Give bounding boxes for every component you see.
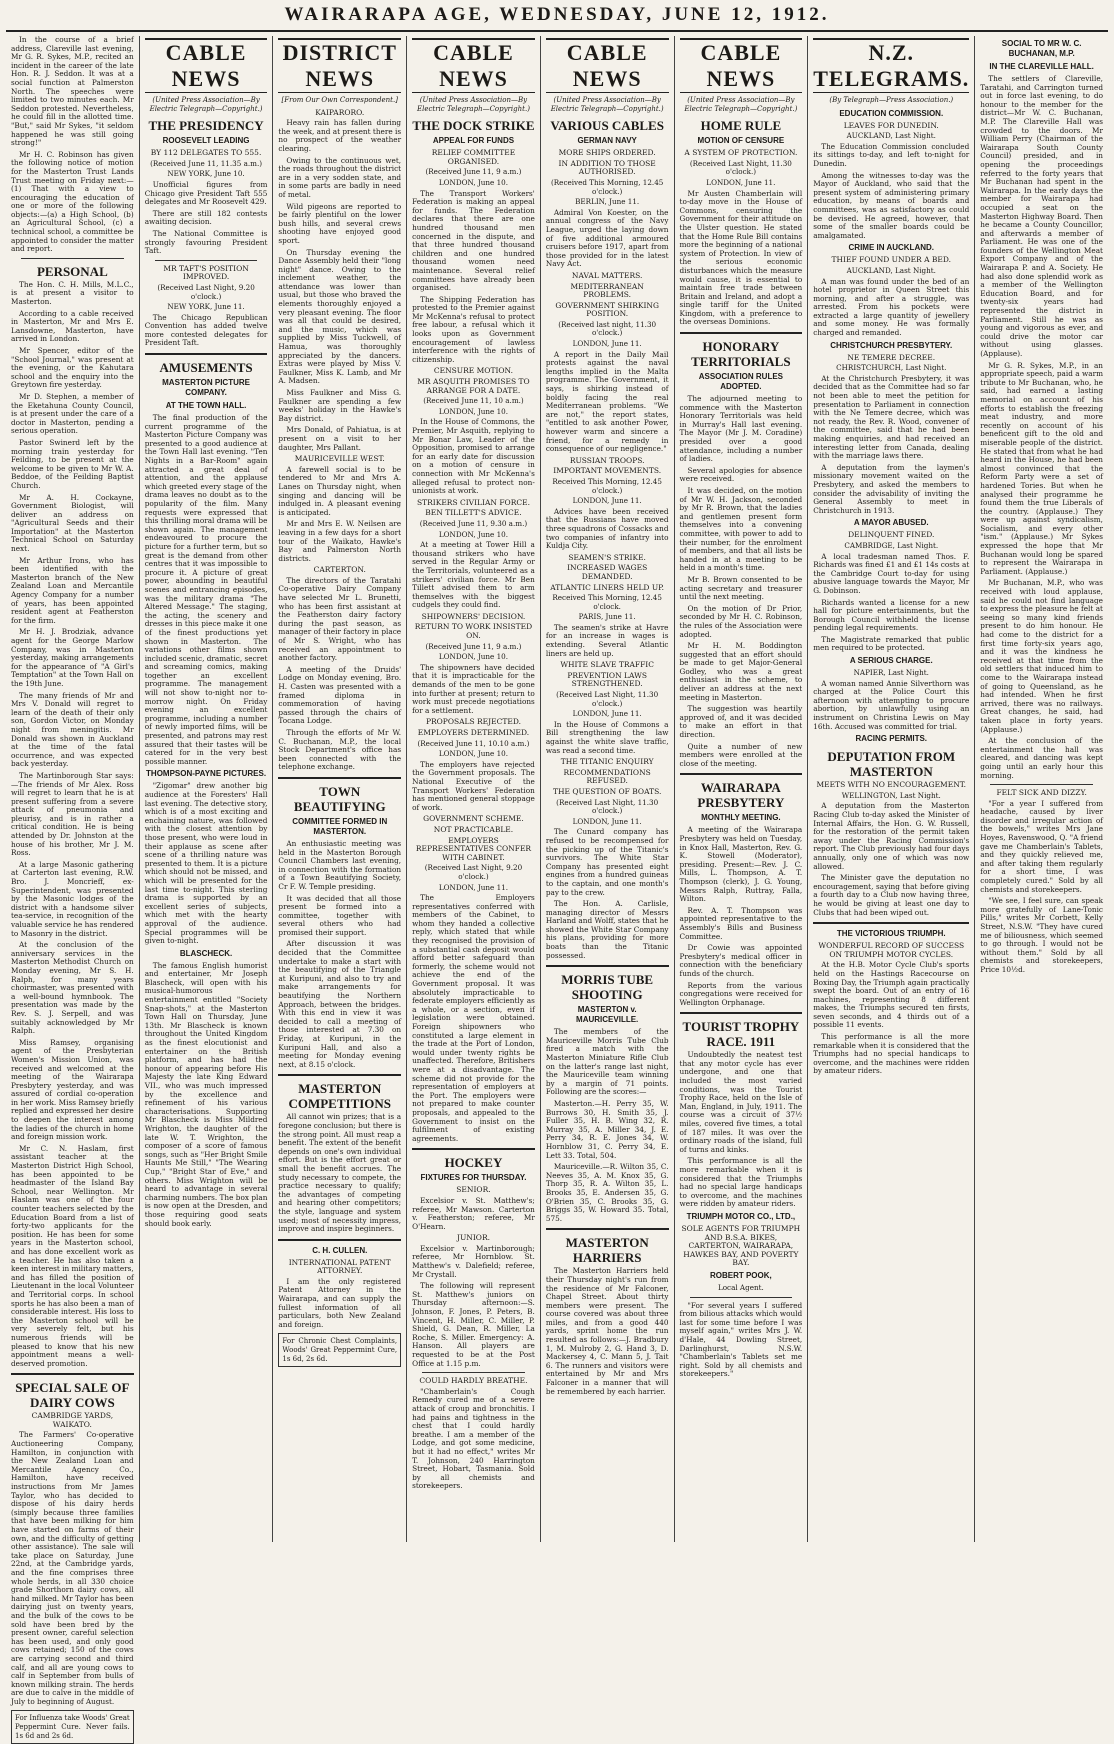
- dateline: LONDON, June 10.: [438, 529, 509, 539]
- article-subheading: RUSSIAN TROOPS.: [569, 455, 645, 465]
- article-subheading: RECOMMENDATIONS REFUSED.: [563, 767, 651, 786]
- article-text: Several apologies for absence were received.: [679, 465, 803, 484]
- article-text: Through the efforts of Mr W. C. Buchanan, M.P., the local Stock Department's office has been connected with the telephone exchange.: [278, 727, 402, 772]
- dairy-sale-subheading: CAMBRIDGE YARDS, WAIKATO.: [31, 1411, 114, 1429]
- article-text: On the motion of Dr Prior, seconded by Mr H. C. Robinson, the rules of the Association were adopted.: [679, 603, 803, 639]
- received-line: (Received last night, 11.30 o'clock.): [558, 319, 657, 338]
- personal-item: At the conclusion of the anniversary services in the Masterton Methodist Church on Monday evening, Mr S. H. Ralph, for many years choirmaster, was presented with a well-bound hymnbook. The presentation was made by the Rev. S. J. Serpell, and was suitably acknowledged by Mr Ralph.: [11, 940, 134, 1036]
- cable-news-heading: CABLE NEWS: [145, 38, 268, 93]
- advert-text: This performance is all the more remarkable when it is considered that the Triumphs had no special handicaps to overcome, and the machines were ridden by amateur riders.: [813, 1032, 970, 1076]
- article-subheading: A SERIOUS CHARGE.: [849, 656, 933, 666]
- article-subheading: A SYSTEM OF PROTECTION.: [684, 148, 798, 158]
- dateline: LONDON, June 11.: [572, 496, 642, 506]
- article-text: Mr B. Brown consented to be acting secretary and treasurer until the next meeting.: [679, 574, 803, 602]
- article-text: The Chicago Republican Convention has added twelve more contested delegates for President Taft.: [144, 312, 268, 348]
- article-subheading: MOTION OF CENSURE: [697, 136, 785, 146]
- article-text: The Education Commission concluded its sittings to-day, and left to-night for Dunedin.: [813, 141, 970, 168]
- article-text: The Magistrate remarked that public men required to be protected.: [813, 634, 970, 653]
- columns: [6, 35, 1108, 1740]
- place-heading: KAIPARORO.: [315, 107, 365, 117]
- article-subheading: IN THE CLAREVILLE HALL.: [989, 62, 1094, 71]
- article-text: The Minister gave the deputation no encouragement, saying that before giving a fourth day to a Club now having three, he would be giving at least one day to Clubs that had been wiped out.: [813, 873, 970, 917]
- article-text: The Transport Workers' Federation is making an appeal for funds. The Federation declares that there are one hundred thousand men concerned in the dispute, and that three hundred thousand children and one hundred thousand women need maintenance. Several relief committees have already been organised.: [412, 188, 535, 293]
- article-text: At a meeting at Tower Hill a thousand strikers who have served in the Regular Army or the Territorials, volunteered as a strikers' civilian force. Mr Ben Tillett advised them to arm themselves with the biggest cudgels they could find.: [412, 540, 535, 610]
- advertisement: For Influenza take Woods' Great Peppermint Cure. Never fails. 1s 6d and 2s 6d.: [11, 1710, 134, 1744]
- district-news-heading: DISTRICT NEWS: [278, 38, 401, 93]
- article-text: At the Christchurch Presbytery, it was decided that as the Committee had so far not been able to meet the petition for presentation to Parliament in connection with the Ne Temere decree, which was not ready, the Rev. R. Wood, convener of the committee, said that he had been making enquiries, and had received an interesting letter from Canada, dealing with the marriage laws there.: [813, 373, 970, 461]
- article-subheading: EDUCATION COMMISSION.: [839, 108, 944, 118]
- article-heading: DEPUTATION FROM MASTERTON: [827, 749, 956, 780]
- article-heading: MASTERTON COMPETITIONS: [288, 1081, 392, 1112]
- article-subheading: RETURN TO WORK INSISTED ON.: [414, 622, 533, 641]
- received-line: (Received June 11, 10 a.m.): [423, 396, 524, 406]
- article-heading: THE DOCK STRIKE: [412, 118, 535, 134]
- advert-text: At the H.B. Motor Cycle Club's sports held on the Hastings Racecourse on Boxing Day, the Triumph again practically swept the board. Out of an entry of 16 machines, representing 8 different makes, the Triumphs secured ten firsts, seven seconds, and 4 thirds out of a possible 11 events.: [813, 960, 970, 1030]
- dateline: WELLINGTON, Last Night.: [841, 790, 941, 800]
- article-text: Mr Buchanan, M.P., who was received with loud applause, said he could not find language to express the pleasure he felt at seeing so many kind friends present to do him honour. He had come to the district for a first time forty-six years ago, and it was the kindness he received at that time from the old settlers that induced him to come to the Wairarapa instead of going to Queensland, as he had intended. When he first arrived, there was no railways. Great changes, he said, had taken place in forty years. (Applause.): [980, 578, 1103, 734]
- robinson-paragraph: Mr H. C. Robinson has given the following notice of motion for the Masterton Trust Lands Trust meeting on Friday next:—(1) That with a view to encouraging the education of one or more of the following objects:—(a) a High School, (b) an Agricultural School, (c) a technical school, a committee be appointed to consider the matter and report.: [11, 149, 134, 254]
- article-subheading: MEDITERRANEAN PROBLEMS.: [570, 281, 644, 300]
- article-text: A meeting of the Druids' Lodge on Monday evening, Bro. H. Casten was presented with a framed diploma in commemoration of having passed through the chairs of Tocana Lodge.: [278, 664, 402, 726]
- correspondent-credit: [From Our Own Correspondent.]: [281, 96, 398, 104]
- article-subheading: PREVENTION LAWS STRENGTHENED.: [567, 670, 647, 689]
- article-heading: HOME RULE: [700, 118, 782, 134]
- received-line: (Received June 11, 10.10 a.m.): [417, 738, 530, 748]
- article-subheading: SENIOR.: [456, 1185, 491, 1195]
- dateline: LONDON, June 10.: [438, 749, 509, 759]
- advert-subheading: SOLE AGENTS FOR TRIUMPH AND B.S.A. BIKES, CARTERTON, WAIRARAPA, HAWKES BAY, AND POVERTY BAY.: [681, 1223, 801, 1268]
- article-subheading: DELINQUENT FINED.: [848, 530, 935, 540]
- column-1: [6, 35, 140, 1740]
- place-heading: MAURICEVILLE WEST.: [294, 454, 385, 464]
- column-8: [975, 36, 1108, 1542]
- article-text: Dr Cowie was appointed Presbytery's medical officer in connection with the beneficiary funds of the church.: [679, 943, 803, 978]
- advert-text: "For a year I suffered from headache, caused by liver disorder and irregular action of the bowels," writes Mrs Jane Hoyes, Ravenswood, Q. "A friend gave me Chamberlain's Tablets, and they quickly relieved me, and after taking them regularly for a short time, I was completely cured." Sold by all chemists and storekeepers.: [980, 798, 1103, 894]
- advert-heading: C. H. CULLEN.: [312, 1245, 368, 1255]
- article-text: Admiral Von Koester, on the annual congress of the Navy League, urged the laying down of five additional armoured cruisers before 1917, apart from those provided for in the latest Navy Act.: [545, 207, 669, 269]
- article-subheading: GOVERNMENT SHIRKING POSITION.: [555, 300, 659, 319]
- article-subheading: MASTERTON PICTURE COMPANY.: [162, 378, 250, 398]
- article-text: The famous English humorist and entertainer, Mr Joseph Blascheck, will open with his musical-humorous entertainment entitled "Society Snap-shots," at the Masterton Town Hall on Thursday, June 13th. Mr Blascheck is known throughout the United Kingdom as the finest elocutionist and entertainer on the British platform, and has had the honour of appearing before His Majesty the late King Edward VII., who was much impressed by the excellence and refinement of his various characterisations. Supporting Mr Blascheck is Miss Mildred Wrighton, the daughter of the late W. T. Wrighton, the composer of a score of famous songs, such as "Her Bright Smile Haunts Me Still," "The Wearing Cup," "Bright Star of Eve," and others. Miss Wrighton will be heard to advantage in several charming numbers. The box plan is now open at the Dresden, and those requiring good seats should book early.: [144, 960, 268, 1228]
- received-line: (Received June 11, 9.30 a.m.): [419, 518, 528, 528]
- advert-heading: TRIUMPH MOTOR CO., LTD.,: [686, 1211, 796, 1221]
- article-text: The shipowners have decided that it is impracticable for the demands of the men to be gone into further at present; return to work must precede negotiations for a settlement.: [412, 662, 535, 715]
- article-text: Richards wanted a license for a new hall for picture entertainments, but the Borough Council withheld the license pending legal requirements.: [813, 597, 970, 633]
- article-text: Unofficial figures from Chicago give President Taft 555 delegates and Mr Roosevelt 429.: [144, 179, 268, 207]
- article-text: A local tradesman named Thos. F. Richards was fined £1 and £1 14s costs at the Cambridge Court to-day for using abusive language towards the Mayor, Mr G. Dobinson.: [813, 551, 970, 595]
- article-subheading: BY 112 DELEGATES TO 555.: [150, 148, 262, 158]
- dateline: LONDON, June 11.: [706, 177, 776, 187]
- advert-heading: FELT SICK AND DIZZY.: [996, 788, 1087, 798]
- column-6: [675, 36, 809, 1542]
- article-text: Mr and Mrs E. W. Neilsen are leaving in a few days for a short tour of the Waikato, Hawke's Bay and Palmerston North districts.: [278, 519, 402, 563]
- article-subheading: MR ASQUITH PROMISES TO ARRANGE FOR A DATE.: [417, 377, 530, 395]
- article-subheading: IMPORTANT MOVEMENTS.: [553, 466, 662, 476]
- dairy-sale-heading: SPECIAL SALE OF DAIRY COWS: [15, 1380, 130, 1411]
- article-heading: VARIOUS CABLES: [550, 118, 664, 134]
- dateline: AUCKLAND, Last Night.: [846, 131, 936, 141]
- nz-telegrams-heading: N.Z. TELEGRAMS.: [813, 40, 970, 91]
- article-subheading: GERMAN NAVY: [577, 136, 637, 146]
- personal-item: Mr A. H. Cockayne, Government Biologist, will deliver an address on "Agricultural Seeds and their Importation" at the Masterton Technical School on Saturday next.: [11, 492, 134, 554]
- article-subheading: NOT PRACTICABLE.: [433, 824, 514, 834]
- article-text: Rev. A. T. Thompson was appointed representative to the Assembly's Bills and Business Committee.: [679, 905, 803, 941]
- article-text: The Employers representatives conferred with members of the Cabinet, to whom they handed a collective reply, which stated that while they recognised the provision of a substantial cash deposit would afford better safeguard than formerly, the scheme would not achieve the end of the Government proposal. It was absolutely impracticable to federate employers efficiently as a whole, or a section, even if legislation were obtained. Foreign shipowners who constituted a large element in the trade at the Port of London, would under twenty rights be unaffected. Therefore, Britishers were at a disadvantage. The scheme did not provide for the representation of employers at the Port. The employers were not prepared to make counter proposals, and appealed to the Government to insist on the fulfilment of existing agreements.: [412, 893, 535, 1143]
- masthead: [6, 0, 1108, 32]
- article-text: Quite a number of new members were enrolled at the close of the meeting.: [679, 741, 803, 768]
- press-credit: (United Press Association—By Electric Telegraph—Copyright.): [684, 96, 798, 113]
- article-text: "Zigomar" drew another big audience at the Foresters' Hall last evening. The detective story, which is of a most exciting and enchaining nature, was followed with the closest attention by those present, who were loud in their applause as scene after scene of a thrilling nature was presented to them. It is a picture which should not be missed, and which will be presented for the last time to-night. This sterling drama is supported by an excellent series of subjects, which met with the hearty approval of the audience. Special programmes will be given to-night.: [144, 781, 268, 946]
- article-text: A man was found under the bed of an hotel proprietor in Queen Street this morning, and after a struggle, was arrested. From his pockets were extracted a large quantity of jewellery and some money. He was formally charged and remanded.: [813, 276, 970, 338]
- article-text: A report in the Daily Mail protests against the naval lengths implied in the Malta programme. The Government, it says, is shirking instead of boldly facing the real Mediterranean problems. "We are not," the report states, "entitled to ask another Power, however warm and sincere a friend, for a remedy in consequence of our negligence.": [545, 349, 669, 454]
- article-text: The adjourned meeting to commence with the Masterton Honorary Territorials was held in Murray's Hall last evening. The Mayor (Mr J. M. Coradine) presided over a good attendance, including a number of ladies.: [679, 394, 803, 464]
- cable-news-heading: CABLE NEWS: [412, 38, 535, 93]
- article-subheading: LEAVES FOR DUNEDIN.: [843, 120, 939, 130]
- article-subheading: CHRISTCHURCH PRESBYTERY.: [830, 340, 953, 350]
- received-line: (Received June 11, 9 a.m.): [425, 167, 522, 177]
- article-heading: WAIRARAPA PRESBYTERY: [697, 780, 785, 811]
- article-subheading: IN ADDITION TO THOSE AUTHORISED.: [558, 158, 656, 177]
- dateline: AUCKLAND, Last Night.: [846, 265, 936, 275]
- article-text: The final production of the current programme of the Masterton Picture Company was presented to a good audience at the Town Hall last evening. "Ten Nights in a Bar-Room" again attracted a great deal of attention, and the applause which greeted every stage of the drama leaves no doubt as to the popularity of the film. Many requests were expressed that this thrilling moral drama will be shown again. The management endeavoured to procure the picture for a further term, but so great is the demand from other centres that it was impossible to procure it. A picture of great power, abounding in beautiful scenes and entrancing episodes, was the military drama "The Altered Message." The staging, the acting, the scenery and dresses in this piece make it one of the finest productions yet shown in Masterton. The variations other films shown included scenic, dramatic, secret and screaming comics, making together an excellent programme. The management will not show to-night nor to-morrow night. On Friday evening an excellent programme, including a number of newly imported films, will be presented, and patrons may rest assured that their tastes will be catered for in the very best possible manner.: [144, 413, 268, 766]
- article-subheading: STRIKERS CIVILIAN FORCE.: [416, 497, 530, 507]
- article-subheading: MASTERTON v. MAURICEVILLE.: [576, 1005, 639, 1025]
- cable-news-heading: CABLE NEWS: [680, 38, 803, 93]
- article-subheading: MONTHLY MEETING.: [701, 813, 781, 823]
- advert-heading: ROBERT POOK,: [709, 1270, 772, 1280]
- article-text: At the conclusion of the entertainment the hall was cleared, and dancing was kept going until an early hour this morning.: [980, 736, 1103, 780]
- article-text: Mr H. M. Boddington suggested that an effort should be made to get Major-General Godley, who was a great enthusiast in the scheme, to deliver an address at the next meeting in Masterton.: [679, 641, 803, 702]
- article-text: In the House of Commons a Bill strengthening the law against the white slave traffic, was read a second time.: [545, 719, 669, 755]
- article-subheading: WHITE SLAVE TRAFFIC: [560, 660, 654, 670]
- dateline: CAMBRIDGE, Last Night.: [844, 540, 939, 550]
- article-subheading: PROPOSALS REJECTED.: [425, 717, 521, 727]
- personal-heading: PERSONAL: [36, 263, 108, 279]
- article-text: The seamen's strike at Havre for an increase in wages is extending. Several Atlantic liners are held up.: [545, 622, 669, 658]
- article-subheading: APPEAL FOR FUNDS: [432, 136, 515, 146]
- article-heading: TOURIST TROPHY RACE. 1911: [682, 1019, 800, 1050]
- article-text: The Shipping Federation has protested to the Premier against Mr McKenna's refusal to protect free labour, a refusal which it looks upon as Government encouragement of lawless interference with the rights of citizenship.: [412, 294, 535, 364]
- received-line: (Received June 11, 9 a.m.): [425, 641, 522, 651]
- article-subheading: NAVAL MATTERS.: [571, 270, 643, 280]
- dateline: LONDON, June 11.: [438, 882, 509, 892]
- dateline: NEW YORK, June 11.: [167, 302, 245, 312]
- dateline: BERLIN, June 11.: [575, 197, 640, 207]
- article-text: On Thursday evening the Dance Assembly held their "long night" dance. Owing to the inclement weather, the attendance was lower than usual, but those who braved the elements thoroughly enjoyed a very pleasant evening. The floor was all that could be desired, and the music, which was supplied by Miss Tuckwell, of Hamua, was thoroughly appreciated by the dancers. Extras were played by Miss V. Faulkner, Miss K. Lamb, and Mr A. Madsen.: [278, 247, 402, 386]
- intro-paragraph: In the course of a brief address, Clareville last evening, Mr G. R. Sykes, M.P., recited an incident in the career of the late Hon. R. J. Seddon. It was at a social function at Palmerston North. The speeches were limited to two minutes each. Mr Seddon protested. Nevertheless, he could fill in the allotted time. "But," said Mr Sykes, "it seldom happened he was still going strong!": [11, 35, 134, 148]
- received-line: Received This Morning, 12.45 o'clock.): [552, 476, 662, 495]
- personal-item: The many friends of Mr and Mrs V. Donald will regret to learn of the death of their only son, Gordon Victor, on Monday night from meningitis. Mr Donald was shown in Auckland at the time of the fatal occurrence, and was expected back yesterday.: [11, 690, 134, 769]
- advert-text: "For several years I suffered from bilious attacks which would last for some time before I was myself again," writes Mrs J. W. d'Hale, 44 Dowling Street, Darlinghurst, N.S.W. "Chamberlain's Tablets set me right. Sold by all chemists and storekeepers.": [679, 1300, 803, 1379]
- hockey-heading: HOCKEY: [444, 1155, 503, 1171]
- press-credit: (By Telegraph—Press Association.): [829, 96, 954, 104]
- press-credit: (United Press Association—By Electric Telegraph—Copyright.): [416, 96, 530, 113]
- article-text: It was decided that all those present be formed into a committee, together with several others who had promised their support.: [278, 893, 402, 937]
- article-subheading: ATLANTIC LINERS HELD UP.: [550, 582, 665, 592]
- article-text: Mauriceville.—R. Wilton 35, C. Neeves 35, A. M. Knox 35, G. Thorp 35, R. A. Wilton 35, L. Brooks 35, E. Andersen 35, G. O'Brien 35, C. Brooks 35, G. Briggs 35, W. Howard 35. Total, 575.: [545, 1162, 669, 1223]
- advert-text: "Chamberlain's Cough Remedy cured me of a severe attack of croup and bronchitis. I had pains and tightness in the chest that I could hardly breathe. I am a member of the Lodge, and got some medicine, but it had no effect," writes Mr T. Johnson, 240 Harrington Street, Hobart, Tasmania. Sold by all chemists and storekeepers.: [412, 1386, 535, 1491]
- article-subheading: BLASCHECK.: [179, 948, 233, 958]
- article-subheading: THOMPSON-PAYNE PICTURES.: [146, 769, 267, 779]
- article-heading: MASTERTON HARRIERS: [565, 1235, 649, 1266]
- article-text: Undoubtedly the neatest test that any motor cycle has ever undergone, and one that included the most varied conditions, was the Tourist Trophy Race, held on the Isle of Man, England, in July, 1911. The course was a circuit of 37½ miles, covered five times, a total of 187 miles. It was over the ordinary roads of the island, full of turns and kinks.: [679, 1050, 803, 1154]
- article-subheading: ROOSEVELT LEADING: [162, 136, 250, 146]
- dateline: NAPIER, Last Night.: [853, 668, 929, 678]
- article-text: This performance is all the more remarkable when it is considered that the Triumphs had no special large handicaps to overcome, and the machines were ridden by amateur riders.: [679, 1156, 803, 1209]
- article-heading: HONORARY TERRITORIALS: [691, 339, 791, 370]
- article-text: Reports from the various congregations were received for Wellington Orphanage.: [679, 980, 803, 1007]
- amusements-heading: AMUSEMENTS: [159, 360, 253, 376]
- place-heading: CARTERTON.: [313, 565, 366, 575]
- article-subheading: MORE SHIPS ORDERED.: [558, 148, 656, 158]
- dairy-sale-text: The Farmers' Co-operative Auctioneering Company, Hamilton, in conjunction with the New Zealand Loan and Mercantile Agency Co., Hamilton, have received instructions from Mr James Taylor, who has decided to dispose of his dairy herds (simply because three families that have been milking for him have started on farms of their own, and the difficulty of getting other assistance). The sale will take place on Saturday, June 22nd, at the Cambridge yards, and the fine comprises three whole herds, in all 330 choice grade Shorthorn dairy cows, all hand milked. Mr Taylor has been dairying just on twenty years, and the bulk of the cows to be sold have been bred by the present owner, careful selection has been used, and only good cows retained; 150 of the cows are carrying second and third calf, and all are young cows to calf in September from bulls of known milking strain. The herds are due to calve in the middle of July to beginning of August.: [11, 1430, 134, 1706]
- article-text: The suggestion was heartily approved of, and it was decided to make an effort in that direction.: [679, 704, 803, 740]
- column-5: [541, 36, 675, 1542]
- dateline: CHRISTCHURCH, Last Night.: [836, 363, 947, 373]
- article-text: Among the witnesses to-day was the Mayor of Auckland, who said that the present system of administering primary education, by means of boards and committees, was as satisfactory as could be devised. He agreed, however, that some of the smaller boards could be amalgamated.: [813, 170, 970, 240]
- article-subheading: MEETS WITH NO ENCOURAGEMENT.: [816, 780, 967, 790]
- article-text: The members of the Mauriceville Morris Tube Club fired a match with the Masterton Miniature Rifle Club on the latter's range last night, the Mauriceville team winning by a margin of 71 points. Following are the scores:—: [545, 1027, 669, 1097]
- article-subheading: SHIPOWNERS' DECISION.: [421, 611, 526, 621]
- article-subheading: CENSURE MOTION.: [433, 366, 514, 376]
- article-text: Owing to the continuous wet, the roads throughout the district are in a very sodden state, and in some parts are badly in need of metal.: [278, 155, 402, 199]
- article-subheading: FIXTURES FOR THURSDAY.: [420, 1173, 527, 1183]
- received-line: (Received June 11, 11.35 a.m.): [150, 158, 263, 168]
- received-line: (Received This Morning, 12.45 o'clock.): [550, 177, 664, 196]
- article-text: A deputation from the Masterton Racing Club to-day asked the Minister of Internal Affairs, the Hon. G. W. Russell, for the restoration of the permit taken away under the Racing Commission's report. The Club previously had four days annually, only one of which was now allowed.: [813, 801, 970, 871]
- article-text: Wild pigeons are reported to be fairly plentiful on the lower bush hills, and several crews shooting have enjoyed good sport.: [278, 201, 402, 245]
- article-subheading: NE TEMERE DECREE.: [847, 352, 936, 362]
- advert-heading: COULD HARDLY BREATHE.: [419, 1376, 528, 1386]
- personal-item: At a large Masonic gathering at Carterton last evening, R.W. Bro. J. Moncrieff, ex-Superintendent, was presented by the Masonic lodges of the district with a handsome silver tea-service, in recognition of the valuable service he has rendered to Masonry in the district.: [11, 859, 134, 938]
- personal-item: Mr Spencer, editor of the "School Journal," was present at the evening, or the Kahutara school and the enquiry into the Greytown fire yesterday.: [11, 346, 134, 390]
- article-subheading: EMPLOYERS DETERMINED.: [417, 728, 530, 737]
- personal-item: The Hon. C. H. Mills, M.L.C., is at present a visitor to Masterton.: [11, 279, 134, 307]
- article-subheading: MR TAFT'S POSITION IMPROVED.: [163, 263, 249, 282]
- article-text: Advices have been received that the Russians have moved three squadrons of Cossacks and two companies of infantry into Kuldja City.: [545, 506, 669, 551]
- article-text: The Hon. A. Carlisle, managing director of Messrs Harland and Wolff, states that he showed the White Star Company his plans, providing for more boats than the Titanic possessed.: [545, 899, 669, 960]
- article-text: The directors of the Taratahi Co-operative Dairy Company have selected Mr L. Brunetti, who has been first assistant at the Featherston dairy factory during the past season, as manager of their factory in place of Mr S. Wright, who has received an appointment to another factory.: [278, 575, 402, 663]
- column-7: [808, 36, 975, 1542]
- masthead-title: WAIRARAPA AGE, WEDNESDAY, JUNE 12, 1912.: [284, 4, 830, 25]
- press-credit: (United Press Association—By Electric Telegraph—Copyright.): [550, 96, 664, 113]
- article-subheading: THE TITANIC ENQUIRY: [560, 757, 654, 767]
- dateline: PARIS, June 11.: [578, 612, 636, 622]
- personal-item: Mr H. J. Brodziak, advance agent for the George Marlow Company, was in Masterton yesterday, making arrangements for the appearance of "A Girl's Temptation" at the Town Hall on the 19th June.: [11, 627, 134, 688]
- received-line: Received This Morning, 12.45 o'clock.: [552, 593, 662, 611]
- article-text: The National Committee is strongly favouring President Taft.: [144, 228, 268, 256]
- article-subheading: CRIME IN AUCKLAND.: [848, 243, 934, 253]
- article-subheading: THIEF FOUND UNDER A BED.: [831, 255, 952, 265]
- article-text: Masterton.—H. Perry 35, W. Burrows 30, H. Smith 35, J. Fuller 35, H. B. Wing 32, R. Murray 35, A. Miller 34, J. E. Perry 34, R. E. Jones 34, W. Hornblow 31, C. Perry 34, E. Lett 33. Total, 504.: [545, 1099, 669, 1160]
- article-subheading: ASSOCIATION RULES ADOPTED.: [698, 372, 784, 392]
- article-heading: MORRIS TUBE SHOOTING: [561, 972, 654, 1003]
- article-text: A farewell social is to be tendered to Mr and Mrs A. Lanes on Thursday night, when singing and dancing will be indulged in. A pleasant evening is anticipated.: [278, 464, 402, 517]
- personal-item: Mr C. N. Haslam, first assistant teacher at the Masterton District High School, has been appointed to be headmaster of the Island Bay School, near Wellington. Mr Haslam was one of the four counter teachers selected by the Education Board from a list of forty-two applicants for the position. He has been for some years in the Masterton school, and has done excellent work as a teacher. He has also taken a keen interest in military matters, and has filled the position of Lieutenant in the local Volunteer and Territorial corps. In school sports he has also been a man of considerable interest. His loss to the Masterton school will be very severely felt, but his numerous friends will be pleased to know that his new appointment means a well-deserved promotion.: [11, 1143, 134, 1368]
- advert-subheading: INTERNATIONAL PATENT ATTORNEY.: [288, 1257, 391, 1276]
- column-2: [140, 36, 274, 1542]
- article-text: The Cunard company has refused to be recompensed for the picking up of the Titanic's survivors. The White Star Company has presented eight engines from a hundred guineas to the captain, and one month's pay to the crew.: [545, 827, 669, 897]
- article-subheading: JUNIOR.: [456, 1233, 490, 1243]
- dateline: LONDON, June 10.: [438, 652, 509, 662]
- article-subheading: THE QUESTION OF BOATS.: [552, 786, 662, 796]
- article-subheading: AT THE TOWN HALL.: [165, 401, 247, 411]
- article-text: There are still 182 contests awaiting decision.: [144, 208, 268, 227]
- dateline: NEW YORK, June 10.: [167, 169, 245, 179]
- advert-subheading: Local Agent.: [717, 1282, 764, 1292]
- article-subheading: RACING PERMITS.: [855, 734, 928, 744]
- dateline: LONDON, June 11.: [572, 816, 642, 826]
- article-text: Heavy rain has fallen during the week, and at present there is no prospect of the weather clearing.: [278, 118, 402, 153]
- article-text: After discussion it was decided that the Committee undertake to make a start with the beautifying of the Triangle at Kuripuni, and also to try and make arrangements for beautifying the Northern Approach, between the bridges. With this end in view it was decided to call a meeting of those interested at 7.30 on Friday, at Kuripuni, in the Kuripuni Hall, and also a meeting for Monday evening next, at 8.15 o'clock.: [278, 939, 402, 1069]
- personal-item: According to a cable received in Masterton, Mr and Mrs E. Lansdowne, Masterton, have arrived in London.: [11, 308, 134, 344]
- article-subheading: GOVERNMENT SCHEME.: [423, 814, 524, 824]
- column-4: [407, 36, 541, 1542]
- column-3: [273, 36, 407, 1542]
- article-text: Mr G. R. Sykes, M.P., in an appropriate speech, paid a warm tribute to Mr Buchanan, who, he said, had earned a lasting memorial on account of his efforts to establish the freezing meat industry, and more recently on account of his beneficent gift to the old and miserable people of the district. He stated that from what he had heard in the House, he had been almost convinced that the Reform Party were a set of hardened Tories. But when he analysed their programme he found them the true Liberals of the country. (Applause.) They were up against syndicalism, Socialism, and every other "ism." (Applause.) Mr Sykes expressed the hope that Mr Buchanan would long be spared to represent the Wairarapa in Parliament. (Applause.): [980, 360, 1103, 576]
- advert-heading: THE VICTORIOUS TRIUMPH.: [836, 929, 946, 939]
- article-heading: THE PRESIDENCY: [148, 118, 264, 134]
- article-subheading: INCREASED WAGES DEMANDED.: [567, 563, 648, 581]
- article-subheading: COMMITTEE FORMED IN MASTERTON.: [292, 816, 388, 836]
- article-text: All cannot win prizes; that is a foregone conclusion; but there is the strong point. All must reap a benefit. The extent of the benefit depends on one's own individual effort. But is the effort great or small the benefit accrues. The study necessary to compete, the practice necessary to qualify; the advantages of competing and hearing other competitors; the style, language and system used; most of necessity impress, improve and inspire beginners.: [278, 1112, 402, 1234]
- received-line: (Received Last Night, 9.20 o'clock.): [157, 282, 255, 301]
- dateline: LONDON, June 10.: [438, 406, 509, 416]
- article-text: The following will represent St. Matthew's juniors on Thursday afternoon:—S. Johnson, F. Jones, P. Peters, B. Vincent, H. Miller, C. Miller, P. Shield, G. Dean, R. Miller, La Roche, S. Miller. Emergency: A. Hanson. All players are requested to be at the Post Office at 1.15 p.m.: [412, 1281, 535, 1368]
- article-subheading: A MAYOR ABUSED.: [853, 518, 929, 528]
- article-subheading: EMPLOYERS REPRESENTATIVES CONFER WITH CABINET.: [415, 835, 532, 862]
- advert-text: I am the only registered Patent Attorney in the Wairarapa, and can supply the fullest information of all particulars, both New Zealand and foreign.: [278, 1276, 402, 1329]
- cable-news-heading: CABLE NEWS: [546, 38, 669, 93]
- article-text: A deputation from the laymen's missionary movement waited on the Presbytery, and asked the members to consider the advisability of inviting the General Assembly to meet in Christchurch in 1913.: [813, 462, 970, 515]
- article-text: Mrs Donald, of Pahiatua, is at present on a visit to her daughter, Mrs Pallant.: [278, 425, 402, 452]
- press-credit: (United Press Association—By Electric Telegraph—Copyright.): [149, 96, 263, 113]
- article-text: Excelsior v. Martinborough; referee, Mr Hornblow. St. Matthew's v. Dalefield; referee, Mr Crystall.: [412, 1243, 535, 1279]
- advert-subheading: WONDERFUL RECORD OF SUCCESS ON TRIUMPH MOTOR CYCLES.: [818, 941, 965, 959]
- personal-item: Pastor Swinerd left by the morning train yesterday for Feilding, to be present at the welcome to be given to Mr W. A. Beddoe, of the Feilding Baptist Church.: [11, 437, 134, 490]
- article-text: In the House of Commons, the Premier, Mr Asquith, replying to Mr Bonar Law, Leader of the Opposition, promised to arrange for an early date for discussion on a motion of censure in connection with Mr McKenna's alleged refusal to protect non-unionists at work.: [412, 417, 535, 496]
- received-line: (Received Last Night, 9.20 o'clock.): [424, 863, 523, 881]
- article-heading: TOWN BEAUTIFYING: [293, 783, 386, 814]
- personal-item: Mr D. Stephen, a member of the Eketahuna County Council, is at present under the care of a doctor in Masterton, pending a serious operation.: [11, 391, 134, 436]
- article-heading: SOCIAL TO MR W. C. BUCHANAN, M.P.: [1001, 39, 1082, 58]
- personal-item: Miss Ramsey, organising agent of the Presbyterian Women's Mission Union, was received and welcomed at the meeting of the Wairarapa Presbytery yesterday, and was assured of cordial co-operation in her work. Miss Ramsey briefly replied and expressed her desire to deepen the interest among the ladies of the church in home and foreign mission work.: [11, 1037, 134, 1142]
- article-subheading: RELIEF COMMITTEE ORGANISED.: [431, 148, 516, 166]
- dateline: LONDON, June 11.: [572, 339, 642, 349]
- received-line: (Received Last Night, 11.30 o'clock.): [556, 797, 659, 816]
- received-line: (Received Last Night, 11.30 o'clock.): [556, 690, 659, 708]
- personal-item: Mr Arthur Irons, who has been identified with the Masterton branch of the New Zealand Loan and Mercantile Agency Company for a number of years, has been appointed resident agent at Featherston for the firm.: [11, 555, 134, 625]
- personal-item: The Martinborough Star says:—The friends of Mr Alex. Ross will regret to learn that he is at present suffering from a severe attack of pneumonia and pleurisy, and is in rather a critical condition. He is being attended by Dr. Johnston at the house of his brother, Mr J. M. Ross.: [11, 770, 134, 858]
- article-text: The settlers of Clareville, Taratahi, and Carrington turned out in force last evening, to do honour to the member for the district—Mr W. C. Buchanan, M.P. The Clareville Hall was crowded to the doors. Mr William Perry (Chairman of the Wairarapa South County Council) presided, and in opening the proceedings referred to the forty years that Mr Buchanan had spent in the Wairarapa. In the early days the member for Wairarapa had occupied a seat on the Masterton Highway Board. Then he became a County Councillor, and afterwards a member of Parliament. He was one of the founders of the Wellington Meat Export Company and of the Wairarapa P. and A. Society. He had also done splendid work as a member of the Wellington Education Board, and for twenty-six years had represented the district in Parliament. Still he was as young and vigorous as ever, and could drive the motor car without using glasses. (Applause).: [980, 74, 1103, 358]
- dateline: LONDON, June 11.: [572, 709, 642, 719]
- article-text: The Masterton Harriers held their Thursday night's run from the residence of Mr Falconer, Chapel Street. About thirty members were present. The course covered was about three miles, and from a good 440 yards, sprint home the run resulted as follows:—J. Bradbury 1, M. Mulroby 2, G. Hand 3, D. Mackersey 4, C. Mann 5, J. Tait 6. The runners and visitors were entertained by Mr and Mrs Falconer in a manner that will be remembered by each harrier.: [545, 1266, 669, 1396]
- article-text: An enthusiastic meeting was held in the Masterton Borough Council Chambers last evening, in connection with the formation of a Town Beautifying Society, Cr F. W. Temple presiding.: [278, 838, 402, 891]
- advertisement: For Chronic Chest Complaints, Woods' Great Peppermint Cure, 1s 6d, 2s 6d.: [278, 1333, 401, 1367]
- received-line: (Received Last Night, 11.30 o'clock.): [689, 158, 792, 177]
- advert-text: "We see, I feel sure, can speak more gratefully of Lane-Tonic Pills," writes Mr Corbett, Kelly Street, N.S.W. "They have cured me of biliousness, which seemed to go through. I would not be without them." Sold by all chemists and storekeepers, Price 10½d.: [980, 896, 1103, 974]
- article-text: The employers have rejected the Government proposals. The National Executive of the Transport Workers' Federation has mentioned general stoppage of work.: [412, 759, 535, 812]
- article-subheading: SEAMEN'S STRIKE.: [568, 552, 646, 562]
- article-text: A woman named Annie Silverthorn was charged at the Police Court this afternoon with attempting to procure abortion, by unlawfully using an instrument on Christina Lewis on May 16th. Accused was committed for trial.: [813, 678, 970, 731]
- article-text: Miss Faulkner and Miss G. Faulkner are spending a few weeks' holiday in the Hawke's Bay district.: [278, 388, 402, 423]
- article-text: Mr Austen Chamberlain will to-day move in the House of Commons, censuring the Government for their attitude on the Ulster question. He stated that the Home Rule Bill contains more the beginning of a national system of Protection. In view of the serious economic disturbances which the measure would cause, it is essential to maintain free trade between Britain and Ireland, and adopt a single tariff for the United Kingdom, with a preference to the overseas Dominions.: [679, 188, 803, 327]
- article-subheading: BEN TILLETT'S ADVICE.: [425, 508, 522, 518]
- dateline: LONDON, June 10.: [438, 177, 509, 187]
- article-text: It was decided, on the motion of Mr W. H. Jackson, seconded by Mr R. Brown, that the ladies and gentlemen present form themselves into a convening committee, with power to add to their number, for the enrolment of members, and that all lists be handed in at a meeting to be held in a month's time.: [679, 486, 803, 573]
- article-text: Excelsior v. St. Matthew's; referee, Mr Mawson. Carterton v. Featherston; referee, Mr O'Hearn.: [412, 1195, 535, 1231]
- article-text: A meeting of the Wairarapa Presbytery was held on Tuesday, in Knox Hall, Masterton, Rev. G. K. Stowell (Moderator), presiding. Present:—Rev. J. C. Mills, L. Thompson, A. T. Thompson (clerk), J. G. Young, Messrs Ralph, Ruttray, Falla, Wilton.: [679, 825, 803, 904]
